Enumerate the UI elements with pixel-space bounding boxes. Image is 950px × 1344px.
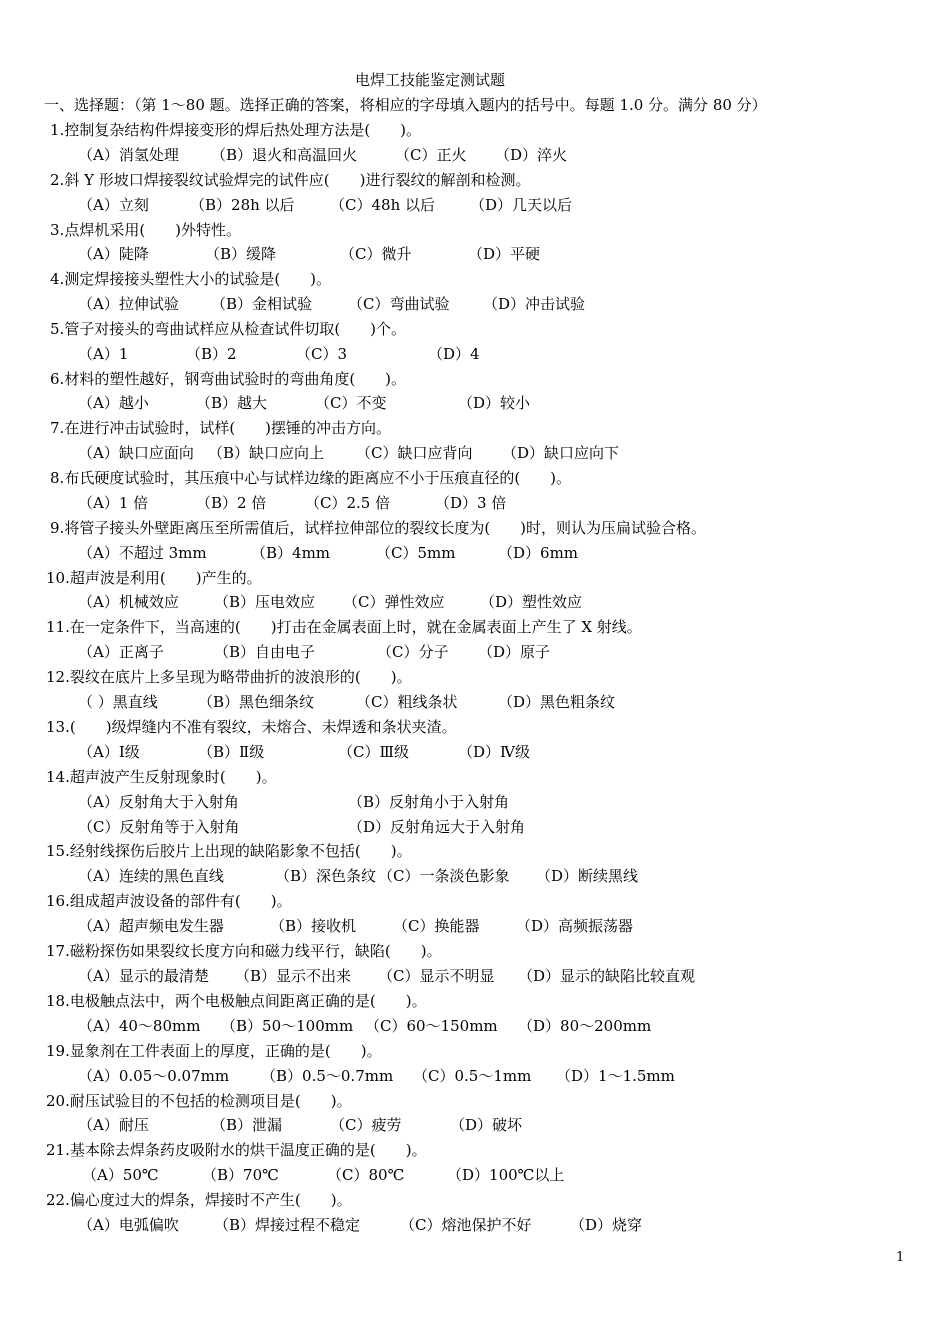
option-b: （B）70℃ bbox=[202, 1166, 279, 1184]
question-9 bbox=[50, 518, 706, 538]
option-a: （A）拉伸试验 bbox=[78, 295, 179, 313]
question-text: 布氏硬度试验时，其压痕中心与试样边缘的距离应不小于压痕直径的( )。 bbox=[64, 469, 572, 487]
question-number: 14. bbox=[46, 768, 70, 786]
question-text: 基本除去焊条药皮吸附水的烘干温度正确的是( )。 bbox=[69, 1141, 427, 1159]
question-11 bbox=[46, 617, 642, 637]
question-number: 18. bbox=[46, 992, 70, 1010]
question-number: 17. bbox=[46, 942, 70, 960]
option-d: （D）冲击试验 bbox=[483, 295, 586, 313]
option-b: （B）金相试验 bbox=[211, 295, 313, 313]
option-a: （A）1 bbox=[78, 345, 129, 363]
option-b: （B）28h 以后 bbox=[190, 196, 295, 214]
option-d: （D）黑色粗条纹 bbox=[498, 693, 616, 711]
option-b: （B）焊接过程不稳定 bbox=[214, 1216, 361, 1234]
option-d: （D）几天以后 bbox=[470, 196, 573, 214]
option-b: （B）深色条纹 bbox=[275, 867, 377, 885]
option-b: （B）缺口应向上 bbox=[208, 444, 325, 462]
option-d: （D）缺口应向下 bbox=[502, 444, 620, 462]
option-a: （ ）黑直线 bbox=[78, 693, 158, 711]
option-a: （A）Ⅰ级 bbox=[78, 743, 140, 761]
question-text: 磁粉探伤如果裂纹长度方向和磁力线平行，缺陷( )。 bbox=[69, 942, 442, 960]
option-c: （C）48h 以后 bbox=[330, 196, 435, 214]
question-text: 电极触点法中，两个电极触点间距离正确的是( )。 bbox=[69, 992, 427, 1010]
option-d: （D）显示的缺陷比较直观 bbox=[518, 967, 696, 985]
option-c: （C）反射角等于入射角 bbox=[78, 818, 240, 836]
option-d: （D）80～200mm bbox=[518, 1017, 652, 1035]
question-number: 9. bbox=[50, 519, 65, 537]
option-c: （C）粗线条状 bbox=[356, 693, 458, 711]
question-number: 3. bbox=[50, 221, 65, 239]
option-a: （A）超声频电发生器 bbox=[78, 917, 224, 935]
option-a: （A）0.05～0.07mm bbox=[78, 1067, 230, 1085]
option-c: （C）3 bbox=[296, 345, 348, 363]
question-text: 耐压试验目的不包括的检测项目是( )。 bbox=[69, 1092, 352, 1110]
question-12 bbox=[46, 667, 412, 687]
section-heading: 一、选择题：（第 1～80 题。选择正确的答案，将相应的字母填入题内的括号中。每题 1.0 分。满分 80 分） bbox=[44, 96, 767, 114]
question-number: 5. bbox=[50, 320, 65, 338]
question-number: 21. bbox=[46, 1141, 70, 1159]
option-d: （D）断续黑线 bbox=[536, 867, 639, 885]
option-c: （C）一条淡色影象 bbox=[378, 867, 510, 885]
question-22 bbox=[46, 1190, 352, 1210]
option-d: （D）1～1.5mm bbox=[556, 1067, 675, 1085]
option-c: （C）微升 bbox=[340, 245, 412, 263]
question-17 bbox=[46, 941, 442, 961]
question-10 bbox=[46, 568, 262, 588]
option-b: （B）显示不出来 bbox=[235, 967, 352, 985]
option-a: （A）40～80mm bbox=[78, 1017, 201, 1035]
question-number: 20. bbox=[46, 1092, 70, 1110]
option-c: （C）60～150mm bbox=[365, 1017, 498, 1035]
option-a: （A）电弧偏吹 bbox=[78, 1216, 179, 1234]
question-text: 控制复杂结构件焊接变形的焊后热处理方法是( )。 bbox=[64, 121, 422, 139]
option-a: （A）立刻 bbox=[78, 196, 149, 214]
option-c: （C）熔池保护不好 bbox=[400, 1216, 532, 1234]
question-number: 6. bbox=[50, 370, 65, 388]
question-16 bbox=[46, 891, 292, 911]
question-15 bbox=[46, 841, 412, 861]
question-21 bbox=[46, 1140, 427, 1160]
question-number: 7. bbox=[50, 419, 65, 437]
option-a: （A）不超过 3mm bbox=[78, 544, 207, 562]
option-d: （D）塑性效应 bbox=[480, 593, 583, 611]
question-number: 12. bbox=[46, 668, 70, 686]
option-b: （B）4mm bbox=[251, 544, 331, 562]
option-a: （A）反射角大于入射角 bbox=[78, 793, 239, 811]
question-18 bbox=[46, 991, 427, 1011]
option-c: （C）显示不明显 bbox=[378, 967, 495, 985]
question-text: 材料的塑性越好，钢弯曲试验时的弯曲角度( )。 bbox=[64, 370, 407, 388]
document-title: 电焊工技能鉴定测试题 bbox=[354, 71, 505, 89]
question-number: 2. bbox=[50, 171, 65, 189]
question-text: 在进行冲击试验时，试样( )摆锤的冲击方向。 bbox=[64, 419, 392, 437]
option-d: （D）破坏 bbox=[450, 1116, 523, 1134]
option-d: （D）6mm bbox=[498, 544, 579, 562]
question-14 bbox=[46, 767, 277, 787]
option-a: （A）陡降 bbox=[78, 245, 149, 263]
option-a: （A）机械效应 bbox=[78, 593, 179, 611]
question-7 bbox=[50, 418, 391, 438]
question-text: 组成超声波设备的部件有( )。 bbox=[69, 892, 292, 910]
question-number: 10. bbox=[46, 569, 70, 587]
option-c: （C）2.5 倍 bbox=[305, 494, 391, 512]
question-text: 超声波产生反射现象时( )。 bbox=[69, 768, 277, 786]
question-4 bbox=[50, 269, 331, 289]
option-a: （A）50℃ bbox=[82, 1166, 159, 1184]
option-c: （C）分子 bbox=[377, 643, 449, 661]
option-d: （D）淬火 bbox=[495, 146, 568, 164]
question-number: 16. bbox=[46, 892, 70, 910]
option-b: （B）反射角小于入射角 bbox=[348, 793, 510, 811]
option-c: （C）Ⅲ级 bbox=[338, 743, 409, 761]
question-1 bbox=[50, 120, 421, 140]
option-d: （D）100℃以上 bbox=[447, 1166, 565, 1184]
option-d: （D）3 倍 bbox=[435, 494, 507, 512]
option-d: （D）较小 bbox=[458, 394, 531, 412]
option-d: （D）高频振荡器 bbox=[516, 917, 634, 935]
question-number: 11. bbox=[46, 618, 70, 636]
question-8 bbox=[50, 468, 571, 488]
question-number: 13. bbox=[46, 718, 70, 736]
question-19 bbox=[46, 1041, 382, 1061]
option-b: （B）自由电子 bbox=[214, 643, 316, 661]
question-6 bbox=[50, 369, 406, 389]
option-b: （B）接收机 bbox=[270, 917, 357, 935]
option-a: （A）1 倍 bbox=[78, 494, 149, 512]
option-b: （B）Ⅱ级 bbox=[198, 743, 265, 761]
option-a: （A）显示的最清楚 bbox=[78, 967, 209, 985]
question-number: 8. bbox=[50, 469, 65, 487]
option-d: （D）反射角远大于入射角 bbox=[348, 818, 526, 836]
question-number: 4. bbox=[50, 270, 65, 288]
option-c: （C）80℃ bbox=[327, 1166, 405, 1184]
option-b: （B）2 倍 bbox=[196, 494, 267, 512]
question-text: 管子对接头的弯曲试样应从检查试件切取( )个。 bbox=[64, 320, 407, 338]
option-a: （A）缺口应面向 bbox=[78, 444, 194, 462]
option-c: （C）换能器 bbox=[393, 917, 480, 935]
option-b: （B）泄漏 bbox=[211, 1116, 283, 1134]
option-d: （D）原子 bbox=[478, 643, 551, 661]
option-a: （A）连续的黑色直线 bbox=[78, 867, 224, 885]
option-c: （C）正火 bbox=[395, 146, 467, 164]
question-text: 点焊机采用( )外特性。 bbox=[64, 221, 242, 239]
option-b: （B）压电效应 bbox=[214, 593, 316, 611]
option-b: （B）越大 bbox=[196, 394, 268, 412]
question-number: 1. bbox=[50, 121, 65, 139]
question-text: 测定焊接接头塑性大小的试验是( )。 bbox=[64, 270, 332, 288]
question-text: 经射线探伤后胶片上出现的缺陷影象不包括( )。 bbox=[69, 842, 412, 860]
question-13 bbox=[46, 717, 457, 737]
question-text: 超声波是利用( )产生的。 bbox=[69, 569, 262, 587]
option-d: （D）Ⅳ级 bbox=[458, 743, 531, 761]
question-number: 15. bbox=[46, 842, 70, 860]
option-c: （C）不变 bbox=[315, 394, 387, 412]
question-number: 19. bbox=[46, 1042, 70, 1060]
option-b: （B）2 bbox=[186, 345, 237, 363]
option-c: （C）0.5～1mm bbox=[413, 1067, 532, 1085]
question-text: 斜 Y 形坡口焊接裂纹试验焊完的试件应( )进行裂纹的解剖和检测。 bbox=[64, 171, 531, 189]
question-text: ( )级焊缝内不准有裂纹，未熔合、未焊透和条状夹渣。 bbox=[69, 718, 457, 736]
option-c: （C）弯曲试验 bbox=[348, 295, 450, 313]
option-a: （A）越小 bbox=[78, 394, 149, 412]
question-number: 22. bbox=[46, 1191, 70, 1209]
question-text: 在一定条件下，当高速的( )打击在金属表面上时，就在金属表面上产生了 X 射线。 bbox=[69, 618, 642, 636]
question-5 bbox=[50, 319, 406, 339]
question-20 bbox=[46, 1091, 352, 1111]
option-b: （B）退火和高温回火 bbox=[211, 146, 358, 164]
option-d: （D）平硬 bbox=[468, 245, 541, 263]
option-c: （C）疲劳 bbox=[330, 1116, 402, 1134]
option-b: （B）0.5～0.7mm bbox=[261, 1067, 394, 1085]
question-3 bbox=[50, 220, 241, 240]
option-a: （A）正离子 bbox=[78, 643, 164, 661]
option-a: （A）耐压 bbox=[78, 1116, 149, 1134]
option-b: （B）缓降 bbox=[205, 245, 277, 263]
question-text: 显象剂在工件表面上的厚度，正确的是( )。 bbox=[69, 1042, 382, 1060]
option-b: （B）50～100mm bbox=[221, 1017, 354, 1035]
option-a: （A）消氢处理 bbox=[78, 146, 179, 164]
question-text: 偏心度过大的焊条，焊接时不产生( )。 bbox=[69, 1191, 352, 1209]
question-2 bbox=[50, 170, 530, 190]
option-b: （B）黑色细条纹 bbox=[198, 693, 315, 711]
option-d: （D）烧穿 bbox=[570, 1216, 643, 1234]
option-c: （C）缺口应背向 bbox=[356, 444, 473, 462]
question-text: 裂纹在底片上多呈现为略带曲折的波浪形的( )。 bbox=[69, 668, 412, 686]
question-text: 将管子接头外壁距离压至所需值后，试样拉伸部位的裂纹长度为( )时，则认为压扁试验合格。 bbox=[64, 519, 707, 537]
option-c: （C）5mm bbox=[376, 544, 456, 562]
option-d: （D）4 bbox=[428, 345, 480, 363]
option-c: （C）弹性效应 bbox=[343, 593, 445, 611]
page-number: 1 bbox=[896, 1250, 905, 1265]
